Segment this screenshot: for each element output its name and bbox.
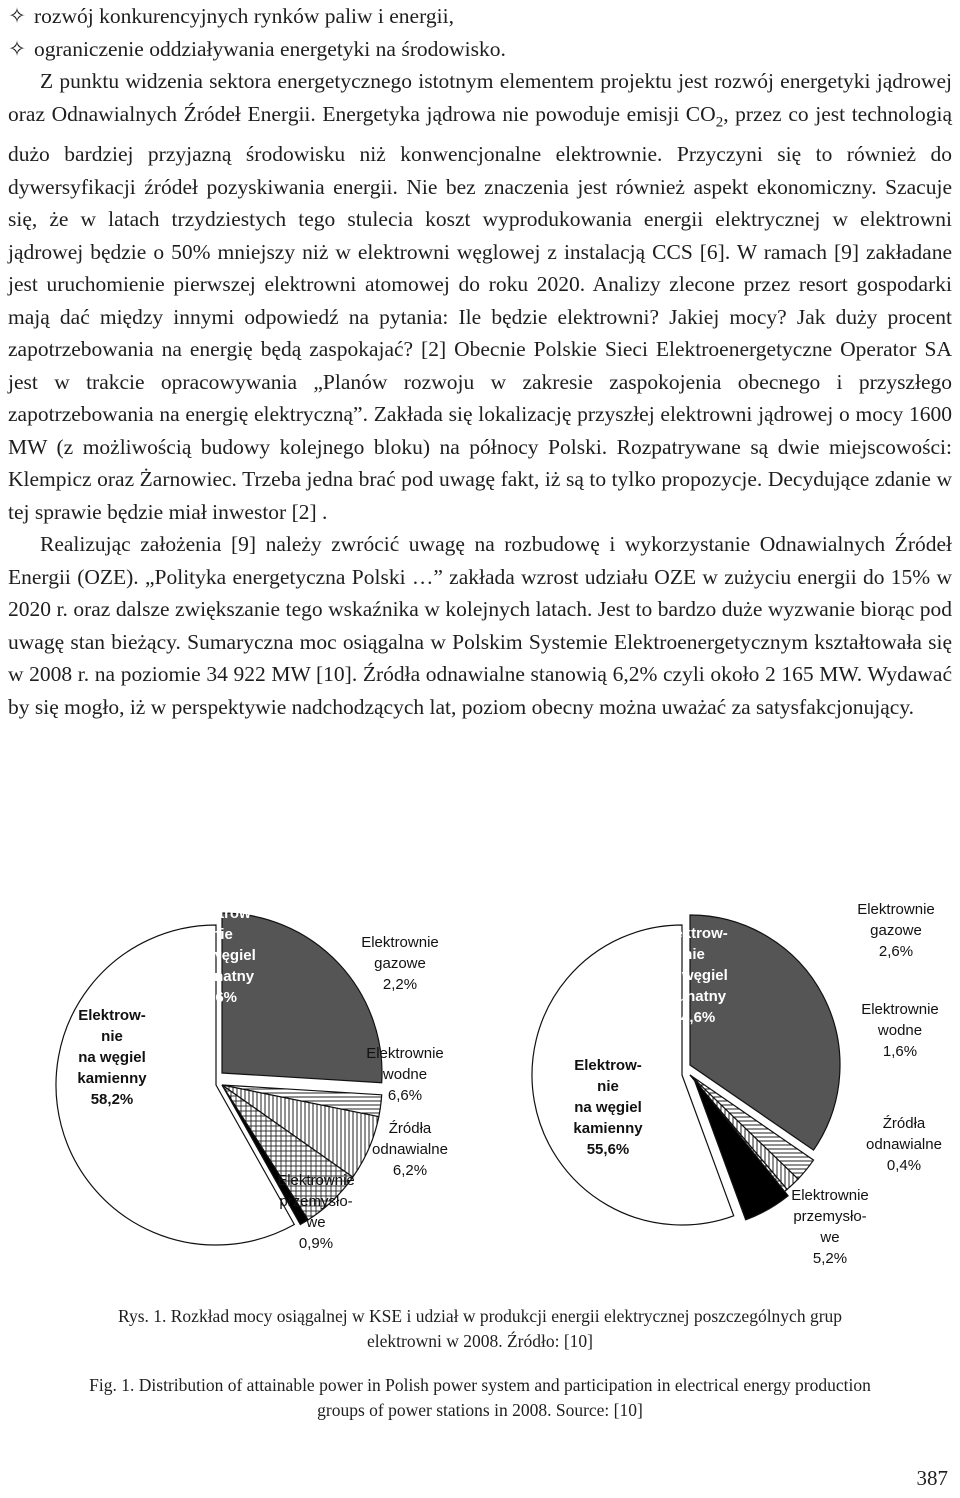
caption-line: groups of power stations in 2008. Source: [10] [317, 1400, 643, 1420]
pie-label-lignite: Elektrow-nie na węgiel brunatny 26% [188, 905, 256, 1006]
pie-label-hydro: Elektrownie wodne 6,6% [366, 1045, 444, 1104]
caption-line: Fig. 1. Distribution of attainable power in Polish power system and participation in electrical energy production [89, 1375, 871, 1395]
pie-label-renewables: Źródła odnawialne 6,2% [372, 1120, 448, 1179]
bullet-item [8, 33, 952, 66]
pie-label-hard-coal: Elektrow-nie na węgiel kamienny 58,2% [77, 1007, 147, 1108]
subscript: 2 [715, 113, 724, 130]
pie-label-hydro: Elektrownie wodne 1,6% [861, 1001, 939, 1060]
pie-label-hard-coal: Elektrow-nie na węgiel kamienny 55,6% [573, 1057, 643, 1158]
caption-line: Rys. 1. Rozkład mocy osiągalnej w KSE i udział w produkcji energii elektrycznej poszczególnych grup [117, 1306, 843, 1326]
four-point-star-icon: ✧ [8, 4, 27, 28]
bullet-text: rozwój konkurencyjnych rynków paliw i energii, [34, 4, 454, 28]
pie-charts-svg [0, 880, 960, 1300]
paragraph-text: , przez co jest technologią dużo bardziej przyjazną środowisku niż konwencjonalne elektrownie. Przyczyni się to również do dywersyfikacji źródeł pozyskiwania energii. Nie bez znaczenia jest również aspekt ekonomiczny. Szacuje się, że w latach trzydziestych tego stulecia koszt wyprodukowania energii elektrycznej w elektrowni jądrowej będzie o 50% mniejszy niż w elektrowni węglowej z instalacją CCS [6]. W ramach [9] zakładane jest uruchomienie pierwszej elektrowni atomowej do roku 2020. Analizy zlecone przez resort gospodarki mają dać między innymi odpowiedź na pytania: Ile będzie elektrowni? Jakiej mocy? Jak duży procent zapotrzebowania na energię będą zaspokajać? [2] Obecnie Polskie Sieci Elektroenergetyczne Operator SA jest w trakcie opracowywania „Planów rozwoju w zakresie zaspokojenia obecnego i przyszłego zapotrzebowania na energię elektryczną”. Zakłada się lokalizację przyszłej elektrowni jądrowej o mocy 1600 MW (z możliwością budowy kolejnego bloku) na północy Polski. Rozpatrywane są dwie miejscowości: Klempicz oraz Żarnowiec. Trzeba jedna brać pod uwagę fakt, iż są to tylko propozycje. Decydujące zdanie w tej sprawie będzie miał inwestor [2] . [8, 101, 952, 524]
pie-label-industrial: Elektrownie przemysło-we 0,9% [277, 1172, 355, 1252]
pie-label-lignite: Elektrow-nie na węgiel brunatny 34,6% [660, 925, 728, 1026]
paragraph-nuclear [8, 65, 952, 528]
pie-label-renewables: Źródła odnawialne 0,4% [866, 1115, 942, 1174]
pie-label-gas: Elektrownie gazowe 2,2% [361, 934, 439, 993]
paragraph-text: Z punktu widzenia sektora energetycznego istotnym elementem projektu jest rozwój energetyki jądrowej oraz Odnawialnych Źródeł Energii. Energetyka jądrowa nie powoduje emisji CO [8, 69, 952, 126]
pie-slice-lignite [222, 913, 382, 1083]
paragraph-oze: Realizując założenia [9] należy zwrócić uwagę na rozbudowę i wykorzystanie Odnawialnych Źródeł Energii (OZE). „Polityka energetyczna Polski …” zakłada wzrost udziału OZE w zużyciu energii do 15% w 2020 r. oraz dalsze zwiększanie tego wskaźnika w kolejnych latach. Jest to bardzo duże wyzwanie biorąc pod uwagę stan bieżący. Sumaryczna moc osiągalna w Polskim Systemie Elektroenergetycznym kształtowała się w 2008 r. na poziomie 34 922 MW [10]. Źródła odnawialne stanowią 6,2% czyli około 2 165 MW. Wydawać by się mogło, iż w perspektywie nadchodzących lat, poziom obecny można uważać za satysfakcjonujący. [8, 532, 952, 719]
pie-label-industrial: Elektrownie przemysło-we 5,2% [791, 1187, 869, 1267]
four-point-star-icon: ✧ [8, 36, 27, 61]
bullet-item [8, 0, 952, 33]
figure-caption-pl [0, 1304, 960, 1354]
figure-caption-en [0, 1373, 960, 1423]
pie-label-gas: Elektrownie gazowe 2,6% [857, 901, 935, 960]
bullet-text: ograniczenie oddziaływania energetyki na środowisko. [34, 36, 506, 61]
figure-pie-charts [0, 880, 960, 1300]
caption-line: elektrowni w 2008. Źródło: [10] [367, 1331, 593, 1351]
page-number: 387 [916, 1466, 948, 1490]
body-text [8, 0, 952, 723]
